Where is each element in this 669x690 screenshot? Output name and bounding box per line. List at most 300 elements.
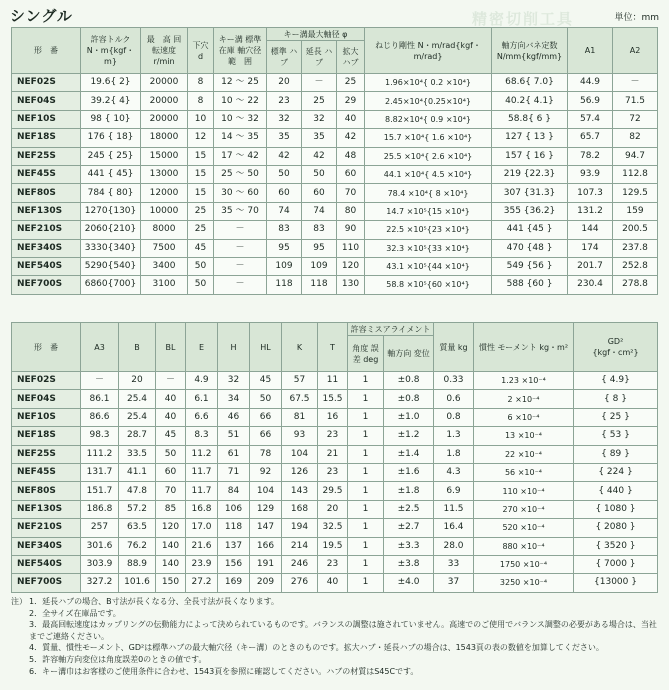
cell-std: 20 — [267, 74, 302, 92]
cell-e: 11.2 — [186, 445, 218, 463]
cell-a2: 112.8 — [613, 165, 658, 183]
cell-inertia: 520 ×10⁻⁴ — [474, 519, 574, 537]
cell-a3: 257 — [81, 519, 119, 537]
cell-ext: 109 — [302, 257, 337, 275]
cell-hl: 166 — [250, 537, 282, 555]
cell-a2: 159 — [613, 202, 658, 220]
cell-angle: 1 — [348, 390, 384, 408]
cell-h: 156 — [218, 555, 250, 573]
header2-e: E — [186, 323, 218, 372]
cell-k: 214 — [282, 537, 318, 555]
cell-a3: 111.2 — [81, 445, 119, 463]
table-row — [12, 276, 658, 294]
cell-model: NEF130S — [12, 202, 81, 220]
cell-d: 50 — [188, 276, 214, 294]
cell-bl: 45 — [156, 427, 186, 445]
cell-bl: 140 — [156, 555, 186, 573]
cell-k: 276 — [282, 574, 318, 592]
cell-big: 40 — [337, 110, 365, 128]
cell-a3: － — [81, 372, 119, 390]
cell-axial: ±1.4 — [384, 445, 434, 463]
cell-angle: 1 — [348, 537, 384, 555]
cell-torque: 5290{540} — [81, 257, 141, 275]
cell-angle: 1 — [348, 463, 384, 481]
cell-std: 109 — [267, 257, 302, 275]
cell-model: NEF80S — [12, 482, 81, 500]
table-row — [12, 537, 658, 555]
cell-a3: 98.3 — [81, 427, 119, 445]
cell-b: 25.4 — [119, 408, 156, 426]
cell-model: NEF540S — [12, 257, 81, 275]
cell-b: 101.6 — [119, 574, 156, 592]
cell-b: 28.7 — [119, 427, 156, 445]
cell-ext: － — [302, 74, 337, 92]
cell-speed: 20000 — [141, 74, 188, 92]
note-item: 3．最高回転速度はカップリングの伝動能力によって決められているものです。バランスの調整は施されていません。高速でのご使用でバランス調整の必要がある場合は、当社までご連絡ください。 — [29, 620, 657, 641]
cell-t: 11 — [318, 372, 348, 390]
cell-big: 130 — [337, 276, 365, 294]
cell-gd2: { 8 } — [574, 390, 658, 408]
cell-axial: ±4.0 — [384, 574, 434, 592]
cell-torque: 6860{700} — [81, 276, 141, 294]
note-item: 5．許容軸方向変位は角度誤差0のときの値です。 — [29, 654, 207, 664]
cell-speed: 12000 — [141, 184, 188, 202]
cell-range: 10 ～ 32 — [214, 110, 267, 128]
cell-torsion: 44.1 ×10⁴{ 4.5 ×10⁴} — [365, 165, 492, 183]
header2-gd2-unit: {kgf・cm²} — [592, 348, 639, 357]
cell-hl: 45 — [250, 372, 282, 390]
cell-d: 8 — [188, 92, 214, 110]
cell-h: 61 — [218, 445, 250, 463]
cell-a1: 230.4 — [568, 276, 613, 294]
header2-b: B — [119, 323, 156, 372]
cell-b: 63.5 — [119, 519, 156, 537]
cell-speed: 15000 — [141, 147, 188, 165]
cell-range: 35 ～ 70 — [214, 202, 267, 220]
header-keyway-range: キー溝 標準在庫 軸穴径 範 囲 — [214, 28, 267, 74]
cell-model: NEF45S — [12, 463, 81, 481]
cell-bl: 40 — [156, 390, 186, 408]
header-ext-hub: 延長 ハブ — [302, 41, 337, 74]
cell-k: 57 — [282, 372, 318, 390]
cell-std: 60 — [267, 184, 302, 202]
cell-h: 46 — [218, 408, 250, 426]
table-row — [12, 555, 658, 573]
cell-torsion: 14.7 ×10⁵{15 ×10⁴} — [365, 202, 492, 220]
cell-big: 70 — [337, 184, 365, 202]
cell-model: NEF210S — [12, 519, 81, 537]
header2-t: T — [318, 323, 348, 372]
cell-d: 25 — [188, 221, 214, 239]
cell-model: NEF10S — [12, 110, 81, 128]
header-torsional-stiffness: ねじり剛性 N・m/rad{kgf・m/rad} — [365, 28, 492, 74]
cell-inertia: 6 ×10⁻⁴ — [474, 408, 574, 426]
table-row — [12, 574, 658, 592]
cell-a1: 174 — [568, 239, 613, 257]
cell-axial: ±2.7 — [384, 519, 434, 537]
cell-d: 8 — [188, 74, 214, 92]
cell-big: 90 — [337, 221, 365, 239]
note-item: 4．質量、慣性モーメント、GD²は標準ハブの最大軸穴径（キー溝）のときのものです。拡大ハブ・延長ハブの場合は、1543頁の表の数値を加算してください。 — [29, 643, 604, 653]
cell-ext: 95 — [302, 239, 337, 257]
note-item: 2．全サイズ在庫品です。 — [29, 608, 121, 618]
cell-k: 246 — [282, 555, 318, 573]
header-pilot-hole: 下穴 d — [188, 28, 214, 74]
cell-b: 47.8 — [119, 482, 156, 500]
cell-gd2: { 3520 } — [574, 537, 658, 555]
cell-bl: 40 — [156, 408, 186, 426]
cell-ext: 60 — [302, 184, 337, 202]
cell-t: 23 — [318, 463, 348, 481]
cell-a2: 72 — [613, 110, 658, 128]
cell-angle: 1 — [348, 445, 384, 463]
cell-gd2: { 4.9} — [574, 372, 658, 390]
cell-hl: 92 — [250, 463, 282, 481]
cell-big: 60 — [337, 165, 365, 183]
cell-e: 11.7 — [186, 463, 218, 481]
table-row — [12, 427, 658, 445]
cell-k: 67.5 — [282, 390, 318, 408]
cell-angle: 1 — [348, 500, 384, 518]
cell-gd2: { 2080 } — [574, 519, 658, 537]
cell-b: 41.1 — [119, 463, 156, 481]
cell-torsion: 58.8 ×10⁵{60 ×10⁴} — [365, 276, 492, 294]
header-model: 形 番 — [12, 28, 81, 74]
cell-axial: 157 { 16 } — [492, 147, 568, 165]
cell-mass: 16.4 — [434, 519, 474, 537]
cell-mass: 0.6 — [434, 390, 474, 408]
cell-k: 168 — [282, 500, 318, 518]
cell-hl: 147 — [250, 519, 282, 537]
cell-range: － — [214, 257, 267, 275]
cell-e: 23.9 — [186, 555, 218, 573]
cell-axial: 219 {22.3} — [492, 165, 568, 183]
cell-big: 42 — [337, 129, 365, 147]
cell-axial: 588 {60 } — [492, 276, 568, 294]
cell-t: 16 — [318, 408, 348, 426]
cell-h: 34 — [218, 390, 250, 408]
cell-a2: 71.5 — [613, 92, 658, 110]
cell-axial: 441 {45 } — [492, 221, 568, 239]
notes-head: 注） — [11, 597, 27, 606]
cell-a1: 93.9 — [568, 165, 613, 183]
cell-std: 23 — [267, 92, 302, 110]
cell-gd2: {13000 } — [574, 574, 658, 592]
cell-std: 118 — [267, 276, 302, 294]
cell-speed: 20000 — [141, 92, 188, 110]
cell-mass: 0.8 — [434, 408, 474, 426]
cell-h: 106 — [218, 500, 250, 518]
cell-angle: 1 — [348, 574, 384, 592]
cell-mass: 6.9 — [434, 482, 474, 500]
table-row — [12, 463, 658, 481]
cell-angle: 1 — [348, 427, 384, 445]
cell-h: 51 — [218, 427, 250, 445]
header-torque: 許容トルク N・m{kgf・m} — [81, 28, 141, 74]
note-item: 1．延長ハブの場合、B寸法が長くなる分、全長寸法が長くなります。 — [29, 597, 279, 606]
cell-e: 4.9 — [186, 372, 218, 390]
cell-k: 194 — [282, 519, 318, 537]
cell-axial: 355 {36.2} — [492, 202, 568, 220]
cell-mass: 1.8 — [434, 445, 474, 463]
cell-a1: 44.9 — [568, 74, 613, 92]
cell-b: 33.5 — [119, 445, 156, 463]
cell-inertia: 880 ×10⁻⁴ — [474, 537, 574, 555]
cell-bl: － — [156, 372, 186, 390]
cell-k: 126 — [282, 463, 318, 481]
cell-inertia: 270 ×10⁻⁴ — [474, 500, 574, 518]
cell-model: NEF45S — [12, 165, 81, 183]
cell-axial: 58.8{ 6 } — [492, 110, 568, 128]
table-row — [12, 445, 658, 463]
cell-range: 12 ～ 25 — [214, 74, 267, 92]
cell-torsion: 1.96×10⁴{ 0.2 ×10⁴} — [365, 74, 492, 92]
cell-ext: 83 — [302, 221, 337, 239]
header2-misalignment: 許容ミスアライメント — [348, 323, 434, 336]
cell-model: NEF340S — [12, 537, 81, 555]
cell-a1: 56.9 — [568, 92, 613, 110]
cell-std: 35 — [267, 129, 302, 147]
cell-mass: 37 — [434, 574, 474, 592]
cell-axial: ±0.8 — [384, 390, 434, 408]
cell-h: 137 — [218, 537, 250, 555]
header-a2: A2 — [613, 28, 658, 74]
cell-range: － — [214, 221, 267, 239]
cell-angle: 1 — [348, 482, 384, 500]
cell-inertia: 110 ×10⁻⁴ — [474, 482, 574, 500]
cell-bl: 85 — [156, 500, 186, 518]
cell-bl: 70 — [156, 482, 186, 500]
table-row — [12, 92, 658, 110]
note-item: 6．キー溝巾はお客様のご使用条件に合わせ、1543頁を参照に確認してください。ハブの材質はS45Cです。 — [29, 666, 419, 676]
table-row — [12, 372, 658, 390]
cell-torsion: 25.5 ×10⁴{ 2.6 ×10⁴} — [365, 147, 492, 165]
cell-angle: 1 — [348, 519, 384, 537]
cell-axial: ±1.8 — [384, 482, 434, 500]
cell-t: 21 — [318, 445, 348, 463]
cell-model: NEF540S — [12, 555, 81, 573]
cell-model: NEF04S — [12, 390, 81, 408]
cell-a1: 131.2 — [568, 202, 613, 220]
cell-h: 84 — [218, 482, 250, 500]
cell-t: 15.5 — [318, 390, 348, 408]
cell-gd2: { 7000 } — [574, 555, 658, 573]
cell-k: 143 — [282, 482, 318, 500]
cell-gd2: { 224 } — [574, 463, 658, 481]
cell-torque: 98 { 10} — [81, 110, 141, 128]
header2-h: H — [218, 323, 250, 372]
cell-big: 29 — [337, 92, 365, 110]
cell-axial: ±1.0 — [384, 408, 434, 426]
cell-range: 10 ～ 22 — [214, 92, 267, 110]
cell-hl: 78 — [250, 445, 282, 463]
header2-a3: A3 — [81, 323, 119, 372]
cell-range: 14 ～ 35 — [214, 129, 267, 147]
cell-gd2: { 89 } — [574, 445, 658, 463]
cell-d: 15 — [188, 184, 214, 202]
cell-a2: 82 — [613, 129, 658, 147]
cell-range: 25 ～ 50 — [214, 165, 267, 183]
table-row — [12, 239, 658, 257]
cell-range: 17 ～ 42 — [214, 147, 267, 165]
cell-inertia: 1.23 ×10⁻⁴ — [474, 372, 574, 390]
cell-range: － — [214, 239, 267, 257]
cell-std: 50 — [267, 165, 302, 183]
cell-bl: 150 — [156, 574, 186, 592]
cell-model: NEF25S — [12, 445, 81, 463]
cell-mass: 0.33 — [434, 372, 474, 390]
cell-a1: 57.4 — [568, 110, 613, 128]
cell-speed: 8000 — [141, 221, 188, 239]
cell-hl: 66 — [250, 408, 282, 426]
cell-bl: 120 — [156, 519, 186, 537]
cell-range: 30 ～ 60 — [214, 184, 267, 202]
cell-range: － — [214, 276, 267, 294]
cell-model: NEF04S — [12, 92, 81, 110]
cell-speed: 20000 — [141, 110, 188, 128]
cell-hl: 191 — [250, 555, 282, 573]
table-row — [12, 482, 658, 500]
cell-axial: ±0.8 — [384, 372, 434, 390]
cell-b: 76.2 — [119, 537, 156, 555]
cell-torque: 176 { 18} — [81, 129, 141, 147]
cell-model: NEF700S — [12, 574, 81, 592]
cell-model: NEF18S — [12, 427, 81, 445]
cell-model: NEF210S — [12, 221, 81, 239]
cell-a2: 278.8 — [613, 276, 658, 294]
cell-a1: 65.7 — [568, 129, 613, 147]
cell-t: 32.5 — [318, 519, 348, 537]
cell-e: 17.0 — [186, 519, 218, 537]
cell-d: 10 — [188, 110, 214, 128]
header2-bl: BL — [156, 323, 186, 372]
cell-d: 45 — [188, 239, 214, 257]
cell-e: 6.6 — [186, 408, 218, 426]
spec-table-2 — [11, 322, 658, 593]
cell-ext: 25 — [302, 92, 337, 110]
cell-speed: 3400 — [141, 257, 188, 275]
cell-model: NEF10S — [12, 408, 81, 426]
cell-gd2: { 25 } — [574, 408, 658, 426]
cell-std: 83 — [267, 221, 302, 239]
cell-e: 6.1 — [186, 390, 218, 408]
cell-a3: 186.8 — [81, 500, 119, 518]
cell-gd2: { 440 } — [574, 482, 658, 500]
cell-std: 42 — [267, 147, 302, 165]
cell-big: 25 — [337, 74, 365, 92]
cell-t: 23 — [318, 427, 348, 445]
cell-d: 15 — [188, 147, 214, 165]
cell-h: 32 — [218, 372, 250, 390]
cell-torsion: 22.5 ×10⁵{23 ×10⁴} — [365, 221, 492, 239]
cell-a1: 201.7 — [568, 257, 613, 275]
table-row — [12, 184, 658, 202]
cell-inertia: 13 ×10⁻⁴ — [474, 427, 574, 445]
cell-torque: 19.6{ 2} — [81, 74, 141, 92]
header-max-speed: 最 高 回転速度 r/min — [141, 28, 188, 74]
cell-hl: 66 — [250, 427, 282, 445]
cell-speed: 7500 — [141, 239, 188, 257]
cell-inertia: 56 ×10⁻⁴ — [474, 463, 574, 481]
cell-model: NEF25S — [12, 147, 81, 165]
header2-mass: 質量 kg — [434, 323, 474, 372]
table-row — [12, 202, 658, 220]
cell-torque: 3330{340} — [81, 239, 141, 257]
cell-big: 110 — [337, 239, 365, 257]
cell-hl: 50 — [250, 390, 282, 408]
cell-ext: 118 — [302, 276, 337, 294]
cell-mass: 33 — [434, 555, 474, 573]
header-std-hub: 標準 ハブ — [267, 41, 302, 74]
header2-k: K — [282, 323, 318, 372]
cell-model: NEF80S — [12, 184, 81, 202]
cell-angle: 1 — [348, 372, 384, 390]
cell-a3: 327.2 — [81, 574, 119, 592]
spec-table-1 — [11, 27, 658, 295]
cell-a1: 107.3 — [568, 184, 613, 202]
table-row — [12, 257, 658, 275]
header2-angle: 角度 誤差 deg — [348, 336, 384, 372]
cell-model: NEF18S — [12, 129, 81, 147]
cell-h: 169 — [218, 574, 250, 592]
cell-axial: ±2.5 — [384, 500, 434, 518]
cell-k: 81 — [282, 408, 318, 426]
table-row — [12, 165, 658, 183]
cell-speed: 18000 — [141, 129, 188, 147]
header2-axial: 軸方向 変位 — [384, 336, 434, 372]
cell-axial: 68.6{ 7.0} — [492, 74, 568, 92]
table-row — [12, 500, 658, 518]
cell-bl: 60 — [156, 463, 186, 481]
cell-torsion: 32.3 ×10⁵{33 ×10⁴} — [365, 239, 492, 257]
table-row — [12, 519, 658, 537]
cell-std: 95 — [267, 239, 302, 257]
cell-a2: 237.8 — [613, 239, 658, 257]
cell-std: 32 — [267, 110, 302, 128]
background-watermark: 精密切削工具 — [472, 10, 575, 28]
cell-e: 21.6 — [186, 537, 218, 555]
cell-mass: 1.3 — [434, 427, 474, 445]
header-a1: A1 — [568, 28, 613, 74]
cell-mass: 11.5 — [434, 500, 474, 518]
cell-axial: 307 {31.3} — [492, 184, 568, 202]
cell-torque: 245 { 25} — [81, 147, 141, 165]
cell-mass: 28.0 — [434, 537, 474, 555]
cell-axial: 127 { 13 } — [492, 129, 568, 147]
table-row — [12, 147, 658, 165]
cell-axial: 40.2{ 4.1} — [492, 92, 568, 110]
cell-torsion: 8.82×10⁴{ 0.9 ×10⁴} — [365, 110, 492, 128]
cell-a2: 129.5 — [613, 184, 658, 202]
cell-a3: 301.6 — [81, 537, 119, 555]
cell-big: 48 — [337, 147, 365, 165]
cell-torsion: 78.4 ×10⁴{ 8 ×10⁴} — [365, 184, 492, 202]
unit-label: 単位：mm — [614, 13, 659, 23]
cell-a1: 78.2 — [568, 147, 613, 165]
footnotes — [11, 596, 661, 677]
header2-inertia: 慣性 モーメント kg・m² — [474, 323, 574, 372]
cell-b: 25.4 — [119, 390, 156, 408]
cell-a1: 144 — [568, 221, 613, 239]
cell-inertia: 22 ×10⁻⁴ — [474, 445, 574, 463]
cell-a2: 252.8 — [613, 257, 658, 275]
cell-k: 93 — [282, 427, 318, 445]
cell-t: 23 — [318, 555, 348, 573]
cell-torque: 2060{210} — [81, 221, 141, 239]
cell-model: NEF130S — [12, 500, 81, 518]
cell-ext: 42 — [302, 147, 337, 165]
cell-hl: 129 — [250, 500, 282, 518]
